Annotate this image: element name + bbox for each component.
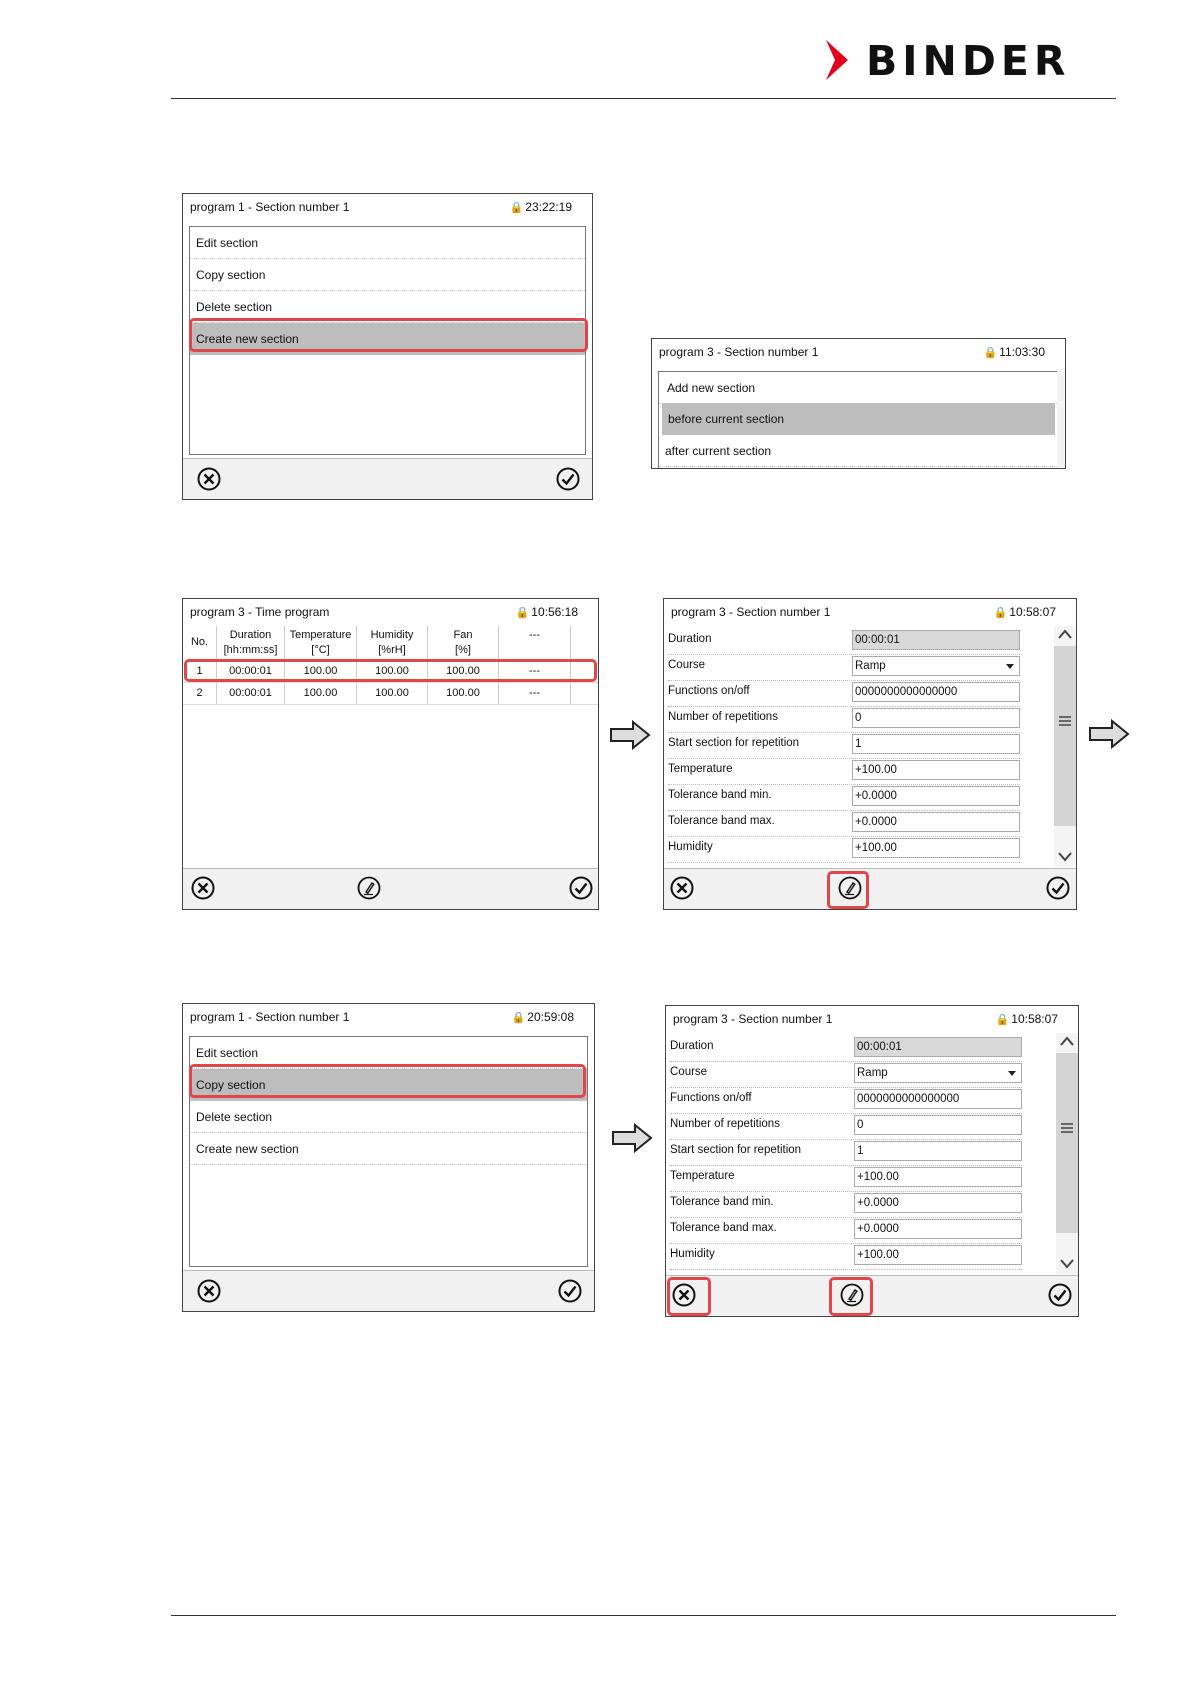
screen-clock: 🔒 20:59:08: [511, 1010, 574, 1024]
cancel-x-icon[interactable]: [197, 1279, 221, 1303]
col-header-no: No.: [183, 626, 217, 660]
screen-e-section-menu: [182, 1003, 595, 1312]
screen-clock: 🔒 11:03:30: [983, 345, 1045, 359]
scroll-down-icon[interactable]: [1058, 851, 1072, 863]
course-select[interactable]: Ramp: [854, 1063, 1022, 1083]
screen-title: program 3 - Section number 1: [671, 605, 831, 619]
screen-clock: 🔒 10:58:07: [993, 605, 1056, 619]
menu-item-edit-section[interactable]: Edit section: [190, 227, 585, 259]
tolerance-min-field[interactable]: +0.0000: [852, 786, 1020, 806]
param-label: Course: [668, 659, 706, 671]
scroll-menu-icon: [1059, 716, 1071, 726]
humidity-field[interactable]: +100.00: [852, 838, 1020, 858]
menu-header-add-new-section: Add new section: [659, 372, 1057, 404]
param-row-duration: [668, 628, 1020, 655]
param-row-functions: [670, 1087, 1022, 1114]
lock-icon: 🔒: [993, 607, 1008, 619]
course-select[interactable]: Ramp: [852, 656, 1020, 676]
highlight-frame: [189, 1064, 586, 1098]
param-label: Start section for repetition: [668, 737, 800, 749]
scrollbar-thumb[interactable]: [1056, 1053, 1078, 1233]
menu-item-copy-section[interactable]: Copy section: [190, 259, 585, 291]
humidity-field[interactable]: +100.00: [854, 1245, 1022, 1265]
screen-title: program 3 - Section number 1: [659, 345, 819, 359]
scrollbar-thumb[interactable]: [1054, 646, 1076, 826]
param-label: Number of repetitions: [668, 711, 778, 723]
functions-field[interactable]: 0000000000000000: [854, 1089, 1022, 1109]
repetitions-field[interactable]: 0: [854, 1115, 1022, 1135]
menu-item-delete-section[interactable]: Delete section: [190, 291, 585, 323]
param-label: Course: [670, 1066, 708, 1078]
menu-item-delete-section[interactable]: Delete section: [190, 1101, 587, 1133]
param-row-start-section: [668, 732, 1020, 759]
chevron-down-icon: [1008, 1071, 1016, 1076]
col-header-humidity: Humidity [%rH]: [357, 626, 428, 660]
menu-item-edit-section[interactable]: Edit section: [190, 1037, 587, 1069]
param-label: Tolerance band min.: [670, 1196, 774, 1208]
next-arrow-icon: [611, 1122, 653, 1154]
cell-fan: 100.00: [428, 661, 499, 682]
cell-duration: 00:00:01: [217, 661, 285, 682]
menu-item-after-current[interactable]: after current section: [659, 435, 1057, 467]
screen-clock: 🔒 23:22:19: [509, 200, 572, 214]
temperature-field[interactable]: +100.00: [854, 1167, 1022, 1187]
param-row-functions: [668, 680, 1020, 707]
screen-title: program 1 - Section number 1: [190, 200, 350, 214]
scroll-up-icon[interactable]: [1058, 628, 1072, 640]
duration-field: 00:00:01: [852, 630, 1020, 650]
tolerance-min-field[interactable]: +0.0000: [854, 1193, 1022, 1213]
screen-a-section-menu: [182, 193, 593, 500]
start-section-field[interactable]: 1: [852, 734, 1020, 754]
param-row-tol-max: [670, 1217, 1022, 1244]
param-row-temperature: [668, 758, 1020, 785]
screen-title: program 3 - Section number 1: [673, 1012, 833, 1026]
lock-icon: 🔒: [983, 347, 998, 359]
highlight-frame: [829, 1277, 873, 1316]
cell-no: 1: [183, 661, 217, 682]
tolerance-max-field[interactable]: +0.0000: [852, 812, 1020, 832]
param-label: Duration: [668, 633, 712, 645]
highlight-frame: [667, 1277, 711, 1316]
highlight-frame: [184, 659, 597, 682]
param-label: Start section for repetition: [670, 1144, 802, 1156]
next-arrow-icon: [609, 719, 651, 751]
cancel-x-icon[interactable]: [670, 876, 694, 900]
param-label: Functions on/off: [670, 1092, 752, 1104]
menu-item-create-new-section[interactable]: Create new section: [190, 1133, 587, 1165]
cell-temperature: 100.00: [285, 661, 357, 682]
repetitions-field[interactable]: 0: [852, 708, 1020, 728]
param-row-tol-min: [670, 1191, 1022, 1218]
cell-humidity: 100.00: [357, 661, 428, 682]
param-row-start-section: [670, 1139, 1022, 1166]
param-label: Functions on/off: [668, 685, 750, 697]
cell-extra: ---: [499, 661, 571, 682]
param-label: Duration: [670, 1040, 714, 1052]
binder-logo: [826, 37, 1116, 85]
scroll-menu-icon: [1061, 1123, 1073, 1133]
param-label: Tolerance band min.: [668, 789, 772, 801]
param-row-course: [668, 654, 1020, 681]
param-label: Tolerance band max.: [668, 815, 775, 827]
cell-humidity: 100.00: [357, 683, 428, 704]
add-section-menu: [658, 371, 1058, 469]
temperature-field[interactable]: +100.00: [852, 760, 1020, 780]
screen-title: program 3 - Time program: [190, 605, 330, 619]
param-row-temperature: [670, 1165, 1022, 1192]
scroll-down-icon[interactable]: [1060, 1258, 1074, 1270]
screen-b-add-section: [651, 338, 1066, 469]
lock-icon: 🔒: [509, 202, 524, 214]
param-label: Temperature: [670, 1170, 735, 1182]
brand-name: BINDER: [866, 37, 1071, 85]
menu-item-before-current[interactable]: before current section: [662, 403, 1055, 435]
start-section-field[interactable]: 1: [854, 1141, 1022, 1161]
cell-temperature: 100.00: [285, 683, 357, 704]
binder-logo-mark: [826, 40, 860, 80]
param-row-tol-min: [668, 784, 1020, 811]
cancel-x-icon[interactable]: [197, 467, 221, 491]
scrollbar[interactable]: [1056, 1033, 1078, 1274]
col-header-duration: Duration [hh:mm:ss]: [217, 626, 285, 660]
lock-icon: 🔒: [515, 607, 530, 619]
scroll-up-icon[interactable]: [1060, 1035, 1074, 1047]
edit-pencil-icon[interactable]: [357, 876, 381, 900]
param-row-tol-max: [668, 810, 1020, 837]
screen-footer: [664, 868, 1076, 909]
col-header-temperature: Temperature [°C]: [285, 626, 357, 660]
screen-clock: 🔒 10:58:07: [995, 1012, 1058, 1026]
confirm-check-icon[interactable]: [1048, 1283, 1072, 1307]
param-row-repetitions: [670, 1113, 1022, 1140]
confirm-check-icon[interactable]: [558, 1279, 582, 1303]
cell-extra: ---: [499, 683, 571, 704]
confirm-check-icon[interactable]: [1046, 876, 1070, 900]
next-arrow-icon: [1088, 718, 1130, 750]
highlight-frame: [827, 871, 869, 909]
menu-item-create-new-section[interactable]: Create new section: [190, 323, 585, 355]
param-row-duration: [670, 1035, 1022, 1062]
col-header-fan: Fan [%]: [428, 626, 499, 660]
highlight-frame: [189, 318, 588, 352]
screen-footer: [183, 1270, 594, 1311]
cell-no: 2: [183, 683, 217, 704]
param-label: Humidity: [670, 1248, 715, 1260]
param-label: Humidity: [668, 841, 713, 853]
cell-duration: 00:00:01: [217, 683, 285, 704]
confirm-check-icon[interactable]: [569, 876, 593, 900]
cell-fan: 100.00: [428, 683, 499, 704]
param-row-repetitions: [668, 706, 1020, 733]
table-header: [183, 626, 598, 660]
functions-field[interactable]: 0000000000000000: [852, 682, 1020, 702]
footer-rule: [171, 1615, 1116, 1616]
scrollbar[interactable]: [1054, 626, 1076, 867]
cancel-x-icon[interactable]: [191, 876, 215, 900]
param-row-course: [670, 1061, 1022, 1088]
screen-footer: [183, 868, 598, 909]
param-label: Number of repetitions: [670, 1118, 780, 1130]
scrollbar[interactable]: [1057, 369, 1065, 468]
screen-footer: [183, 458, 592, 499]
tolerance-max-field[interactable]: +0.0000: [854, 1219, 1022, 1239]
screen-title: program 1 - Section number 1: [190, 1010, 350, 1024]
param-label: Tolerance band max.: [670, 1222, 777, 1234]
lock-icon: 🔒: [995, 1014, 1010, 1026]
param-label: Temperature: [668, 763, 733, 775]
screen-clock: 🔒 10:56:18: [515, 605, 578, 619]
param-row-humidity: [668, 836, 1020, 863]
header-rule: [171, 98, 1116, 99]
screen-c-time-program: [182, 598, 599, 910]
chevron-down-icon: [1006, 664, 1014, 669]
table-row[interactable]: [183, 683, 598, 705]
duration-field: 00:00:01: [854, 1037, 1022, 1057]
screen-d-section-params: [663, 598, 1077, 910]
screen-f-section-params: [665, 1005, 1079, 1317]
lock-icon: 🔒: [511, 1012, 526, 1024]
menu-item-copy-section[interactable]: Copy section: [190, 1069, 587, 1101]
param-row-humidity: [670, 1243, 1022, 1270]
col-header-extra: ---: [499, 626, 571, 660]
confirm-check-icon[interactable]: [556, 467, 580, 491]
